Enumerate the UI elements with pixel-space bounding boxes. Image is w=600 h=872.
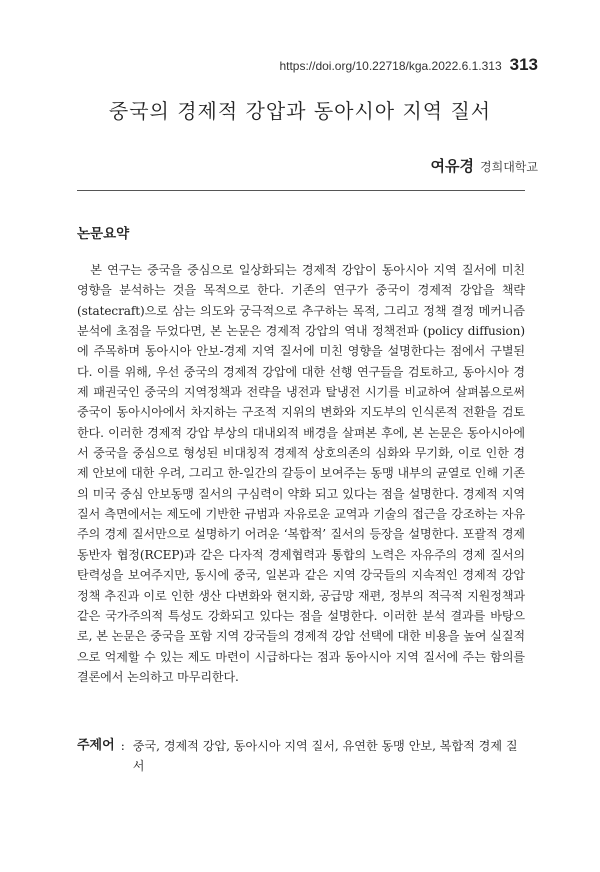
abstract-heading: 논문요약 [77,226,130,242]
abstract-text: 본 연구는 중국을 중심으로 일상화되는 경제적 강압이 동아시아 지역 질서에 미친 영향을 분석하는 것을 목적으로 한다. 기존의 연구가 중국이 경제적 강압을 책략(statecraft)으로 삼는 의도와 궁극적으로 추구하는 목적, 그리고 정책 결정 메커니즘 분석에 초점을 두었다면, 본 논문은 경제적 강압의 역내 정책전파 (policy diffusion)에 주목하며 동아시아 안보-경제 지역 질서에 미친 영향을 설명한다는 점에서 구별된다. 이를 위해, 우선 중국의 경제적 강압에 대한 선행 연구들을 검토하고, 동아시아 경제 패권국인 중국의 지역정책과 전략을 냉전과 탈냉전 시기를 비교하여 살펴봄으로써 중국이 동아시아에서 차지하는 구조적 지위의 변화와 지도부의 인식론적 전환을 검토한다. 이러한 경제적 강압 부상의 대내외적 배경을 살펴본 후에, 본 논문은 동아시아에서 중국을 중심으로 형성된 비대칭적 경제적 상호의존의 심화와 무기화, 이로 인한 경제 안보에 대한 우려, 그리고 한-일간의 갈등이 보여주는 동맹 내부의 균열로 인해 기존의 미국 중심 안보동맹 질서의 구심력이 약화 되고 있다는 점을 설명한다. 경제적 지역 질서 측면에서는 제도에 기반한 규범과 자유로운 교역과 기술의 접근을 강조하는 자유주의 경제 질서만으로 설명하기 어려운 ‘복합적’ 질서의 등장을 설명한다. 포괄적 경제동반자 협정(RCEP)과 같은 다자적 경제협력과 통합의 노력은 자유주의 경제 질서의 탄력성을 보여주지만, 동시에 중국, 일본과 같은 지역 강국들의 지속적인 경제적 강압 정책 추진과 이로 인한 생산 다변화와 현지화, 공급망 재편, 정부의 적극적 지원정책과 같은 국가주의적 특성도 강화되고 있다는 점을 설명한다. 이러한 분석 결과를 바탕으로, 본 논문은 중국을 포함 지역 강국들의 경제적 강압 선택에 대한 비용을 높여 실질적으로 억제할 수 있는 제도 마련이 시급하다는 점과 동아시아 지역 질서에 주는 함의를 결론에서 논의하고 마무리한다. [77,263,525,684]
keywords-separator: : [120,739,125,753]
divider [77,190,525,191]
author-name: 여유경 [430,157,475,175]
keywords-text: 중국, 경제적 강압, 동아시아 지역 질서, 유연한 동맹 안보, 복합적 경제 질서 [132,739,518,773]
keywords [77,736,525,776]
page-number: 313 [509,55,538,74]
author-line [431,155,538,176]
author-affiliation: 경희대학교 [480,160,538,174]
keywords-label: 주제어 [77,738,115,753]
paper-title: 중국의 경제적 강압과 동아시아 지역 질서 [108,99,492,123]
doi-link[interactable]: https://doi.org/10.22718/kga.2022.6.1.313 [279,59,502,73]
page-header [279,55,538,75]
